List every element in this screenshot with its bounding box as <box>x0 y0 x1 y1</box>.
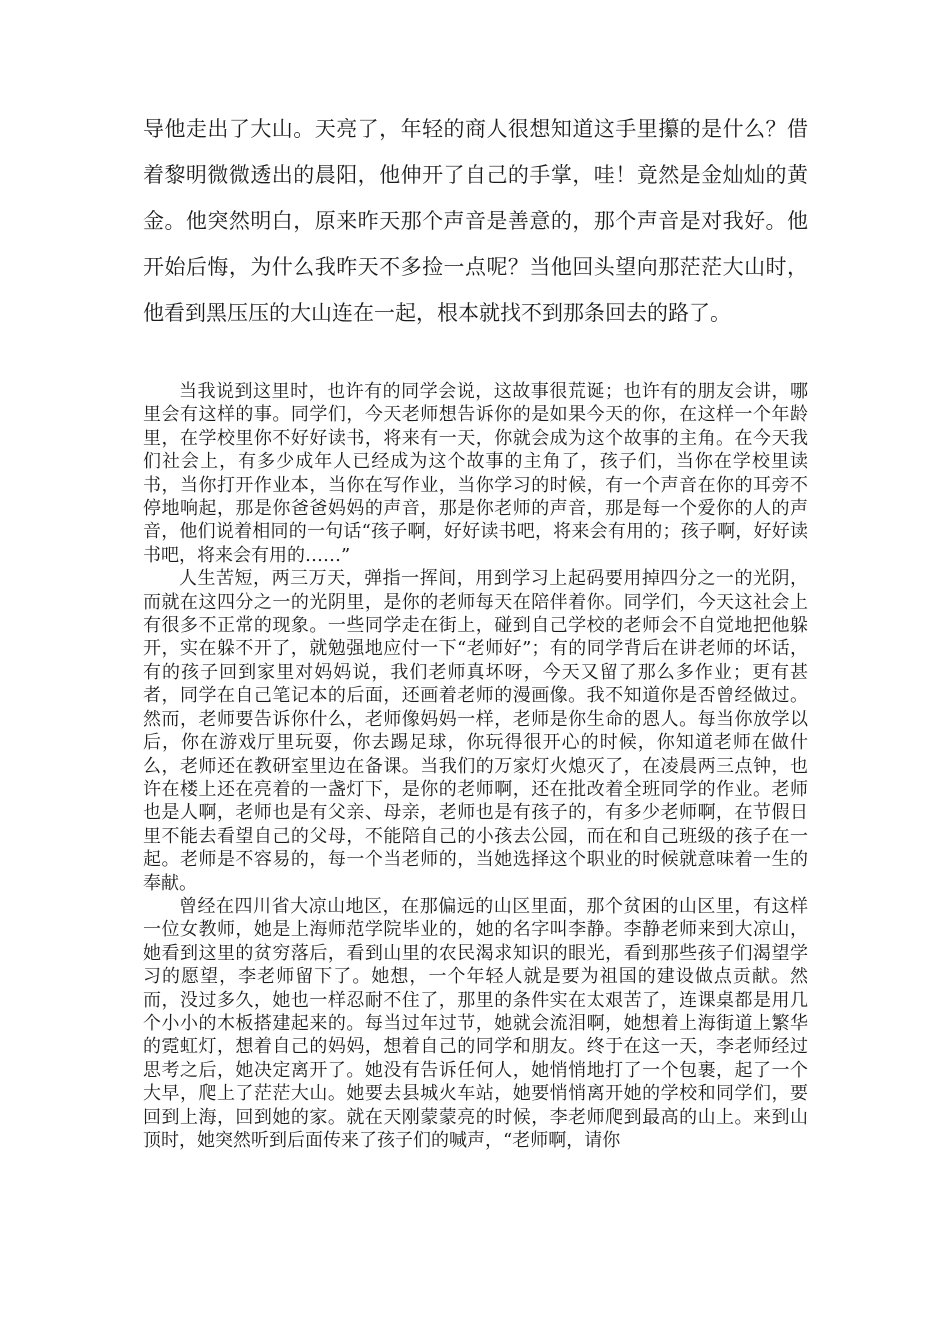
speech-paragraph-2: 人生苦短，两三万天，弹指一挥间，用到学习上起码要用掉四分之一的光阴，而就在这四分之一的光阴里，是你的老师每天在陪伴着你。同学们，今天这社会上有很多不正常的现象。一些同学走在街上，碰到自己学校的老师会不自觉地把他躲开，实在躲不开了，就勉强地应付一下“老师好”；有的同学背后在讲老师的坏话，有的孩子回到家里对妈妈说，我们老师真坏呀，今天又留了那么多作业；更有甚者，同学在自己笔记本的后面，还画着老师的漫画像。我不知道你是否曾经做过。然而，老师要告诉你什么，老师像妈妈一样，老师是你生命的恩人。每当你放学以后，你在游戏厅里玩耍，你去踢足球，你玩得很开心的时候，你知道老师在做什么，老师还在教研室里边在备课。当我们的万家灯火熄灭了，在凌晨两三点钟，也许在楼上还在亮着的一盏灯下，是你的老师啊，还在批改着全班同学的作业。老师也是人啊，老师也是有父亲、母亲，老师也是有孩子的，有多少老师啊，在节假日里不能去看望自己的父母，不能陪自己的小孩去公园，而在和自己班级的孩子在一起。老师是不容易的，每一个当老师的，当她选择这个职业的时候就意味着一生的奉献。 <box>143 568 808 894</box>
story-ending-block <box>143 106 808 336</box>
speech-paragraph-1: 当我说到这里时，也许有的同学会说，这故事很荒诞；也许有的朋友会讲，哪里会有这样的事。同学们，今天老师想告诉你的是如果今天的你，在这样一个年龄里，在学校里你不好好读书，将来有一天，你就会成为这个故事的主角。在今天我们社会上，有多少成年人已经成为这个故事的主角了，孩子们，当你在学校里读书，当你打开作业本，当你在写作业，当你学习的时候，有一个声音在你的耳旁不停地响起，那是你爸爸妈妈的声音，那是你老师的声音，那是每一个爱你的人的声音，他们说着相同的一句话“孩子啊，好好读书吧，将来会有用的；孩子啊，好好读书吧，将来会有用的……” <box>143 381 808 566</box>
speech-paragraph-3: 曾经在四川省大凉山地区，在那偏远的山区里面，那个贫困的山区里，有这样一位女教师，她是上海师范学院毕业的，她的名字叫李静。李静老师来到大凉山，她看到这里的贫穷落后，看到山里的农民渴求知识的眼光，看到那些孩子们渴望学习的愿望，李老师留下了。她想，一个年轻人就是要为祖国的建设做点贡献。然而，没过多久，她也一样忍耐不住了，那里的条件实在太艰苦了，连课桌都是用几个小小的木板搭建起来的。每当过年过节，她就会流泪啊，她想着上海街道上繁华的霓虹灯，想着自己的妈妈，想着自己的同学和朋友。终于在这一天，李老师经过思考之后，她决定离开了。她没有告诉任何人，她悄悄地打了一个包裹，起了一个大早，爬上了茫茫大山。她要去县城火车站，她要悄悄离开她的学校和同学们，要回到上海，回到她的家。就在天刚蒙蒙亮的时候，李老师爬到最高的山上。来到山顶时，她突然听到后面传来了孩子们的喊声，“老师啊，请你 <box>143 895 808 1151</box>
speech-body <box>143 380 808 1152</box>
story-ending-paragraph: 导他走出了大山。天亮了，年轻的商人很想知道这手里攥的是什么？借着黎明微微透出的晨阳，他伸开了自己的手掌，哇！竟然是金灿灿的黄金。他突然明白，原来昨天那个声音是善意的，那个声音是对我好。他开始后悔，为什么我昨天不多捡一点呢？当他回头望向那茫茫大山时，他看到黑压压的大山连在一起，根本就找不到那条回去的路了。 <box>143 117 808 325</box>
